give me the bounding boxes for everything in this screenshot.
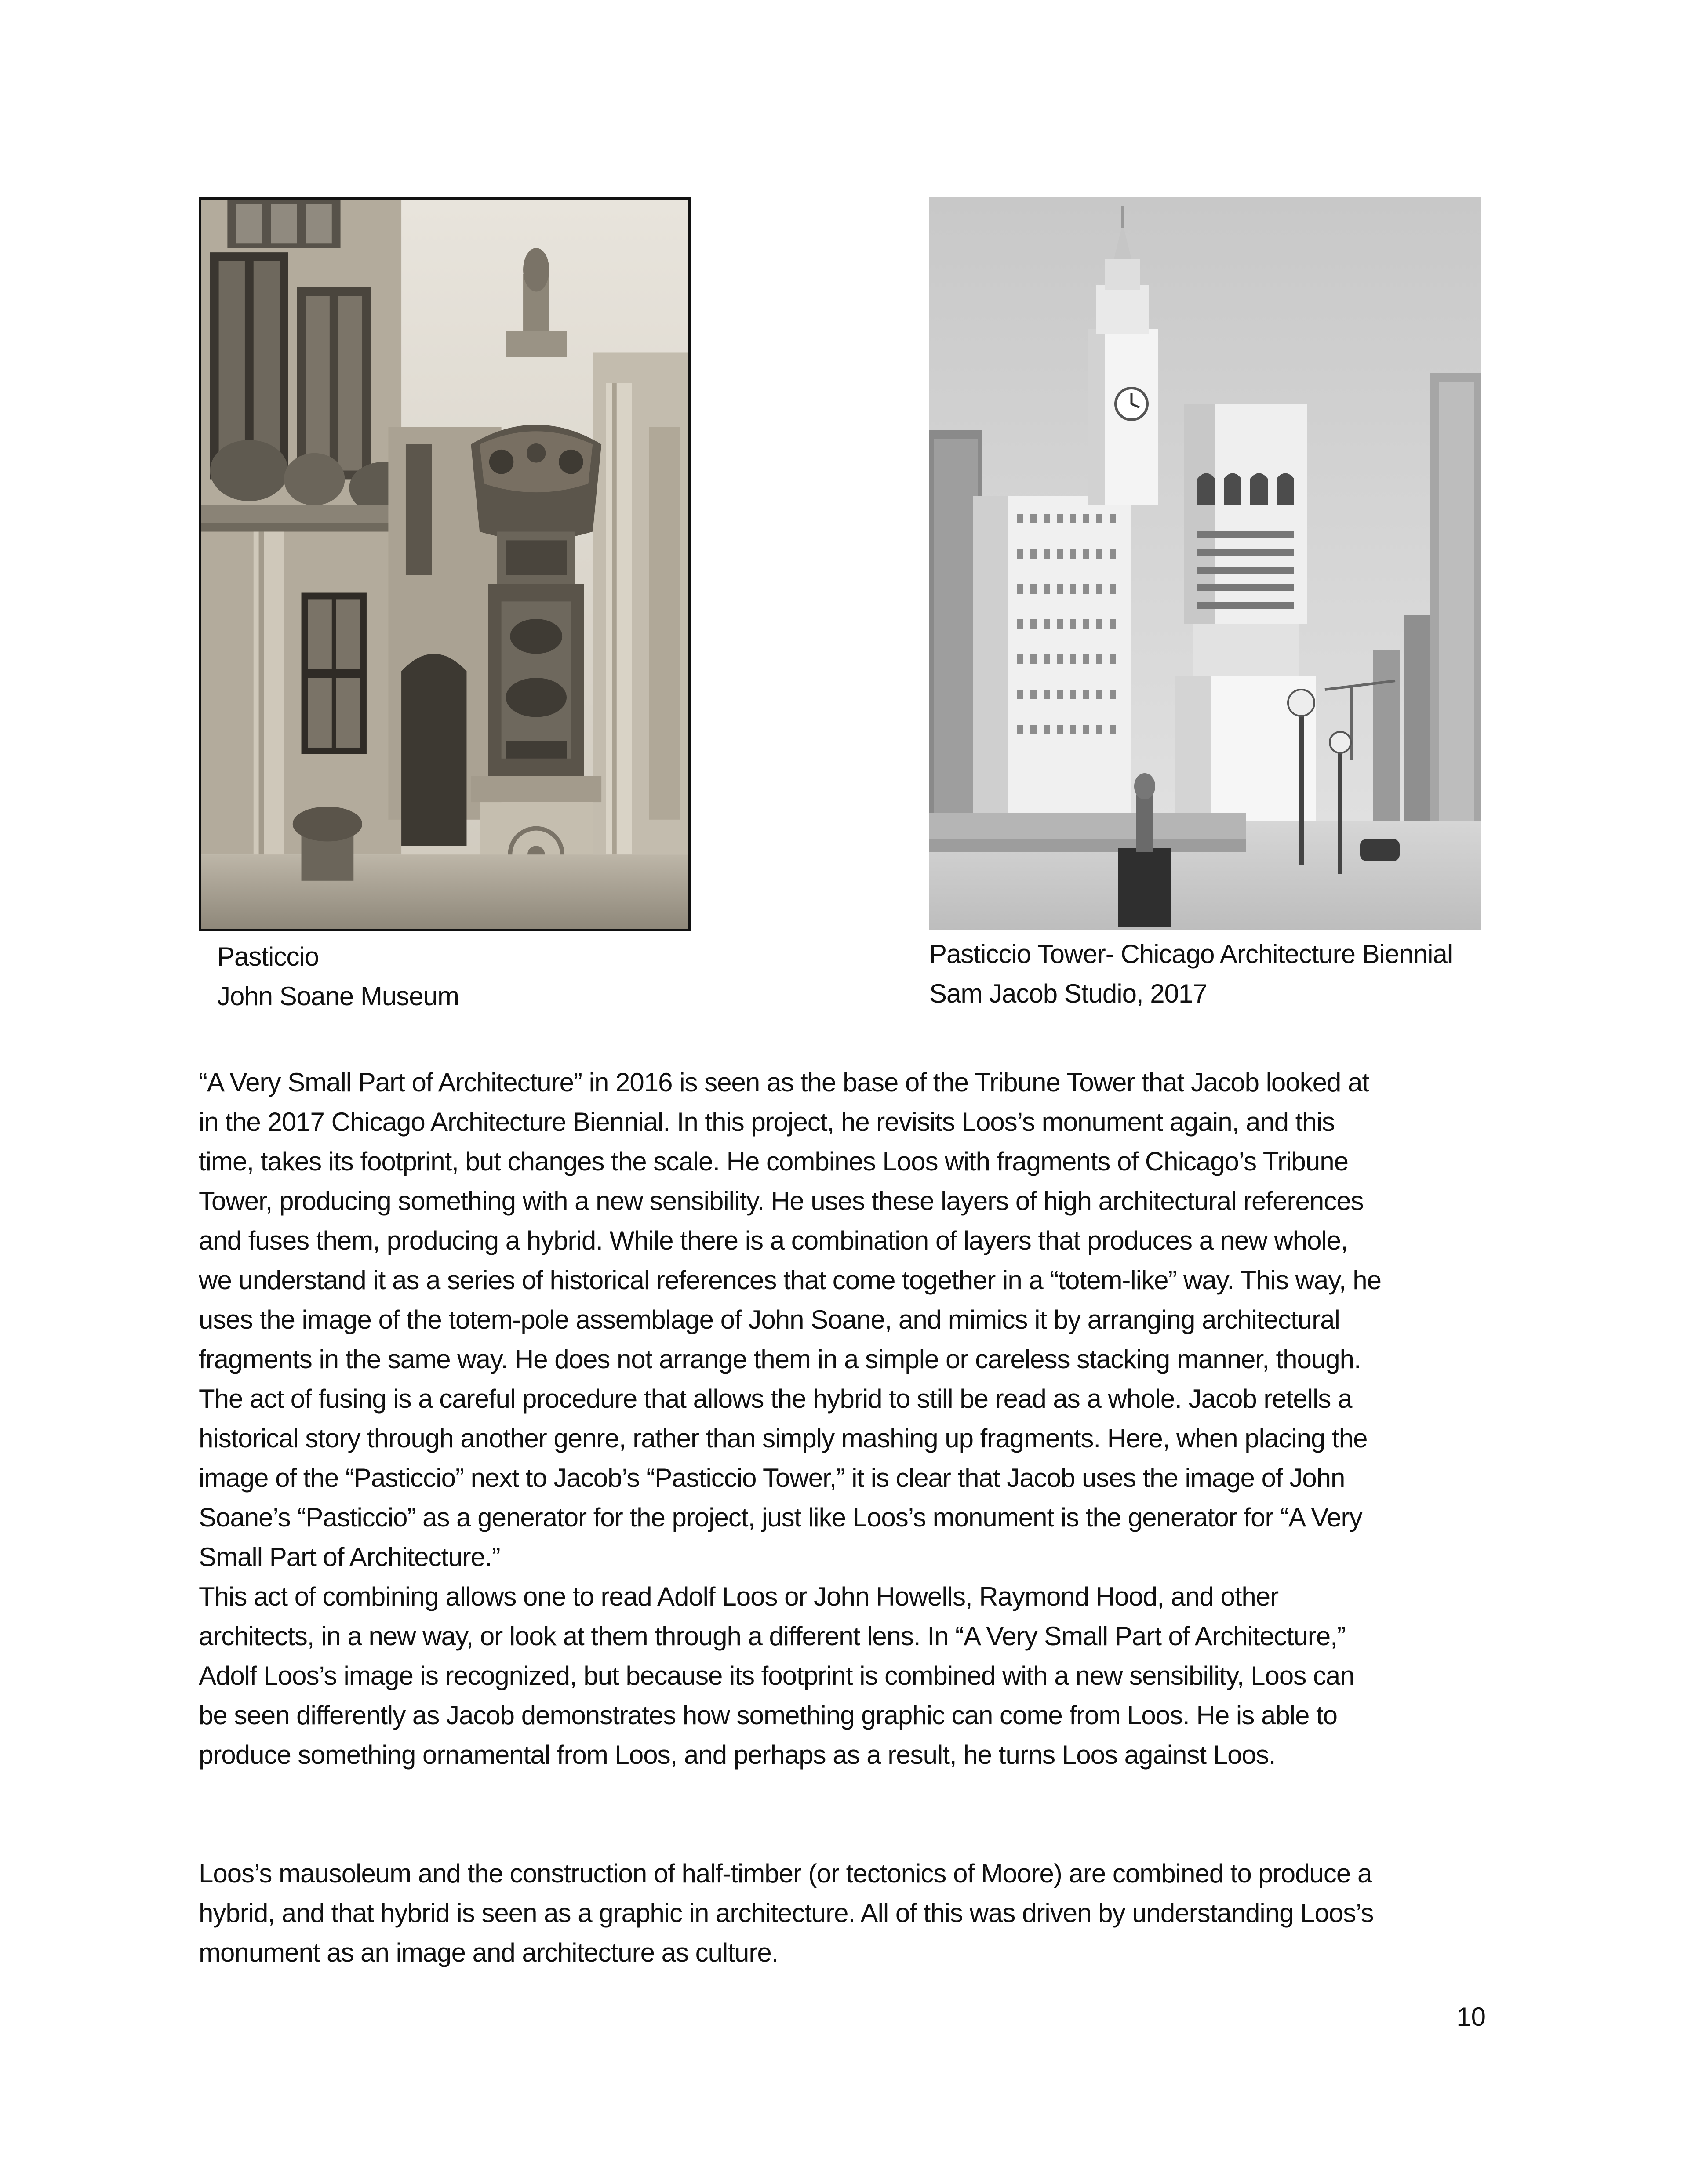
text-line: Tower, producing something with a new sensibility. He uses these layers of high architectural references [199, 1186, 1364, 1216]
caption-title: Pasticcio Tower- Chicago Architecture Biennial [929, 939, 1453, 969]
text-line: historical story through another genre, rather than simply mashing up fragments. Here, when placing the [199, 1424, 1368, 1453]
text-line: we understand it as a series of historical references that come together in a “totem-like” way. This way, he [199, 1265, 1381, 1295]
text-line: This act of combining allows one to read Adolf Loos or John Howells, Raymond Hood, and other [199, 1582, 1279, 1611]
body-paragraph-3 [199, 1854, 1491, 1973]
body-paragraph-1 [199, 1063, 1491, 1577]
text-line: architects, in a new way, or look at them through a different lens. In “A Very Small Part of Architecture,” [199, 1621, 1346, 1651]
pasticcio-tower-photo [929, 197, 1481, 930]
text-line: Small Part of Architecture.” [199, 1542, 500, 1572]
text-line: produce something ornamental from Loos, and perhaps as a result, he turns Loos against Loos. [199, 1740, 1276, 1770]
text-line: and fuses them, producing a hybrid. While there is a combination of layers that produces a new whole, [199, 1226, 1348, 1255]
figure-caption-left [217, 937, 459, 1016]
pasticcio-drawing-image [199, 197, 691, 931]
text-line: monument as an image and architecture as culture. [199, 1938, 779, 1967]
text-line: Adolf Loos’s image is recognized, but because its footprint is combined with a new sensibility, Loos can [199, 1661, 1354, 1690]
caption-title: Pasticcio [217, 942, 319, 971]
caption-source: John Soane Museum [217, 981, 459, 1011]
body-paragraph-2 [199, 1577, 1491, 1775]
page-number: 10 [1456, 2002, 1486, 2031]
text-line: be seen differently as Jacob demonstrates how something graphic can come from Loos. He is able to [199, 1701, 1338, 1730]
figure-caption-right [929, 934, 1452, 1014]
text-line: Loos’s mausoleum and the construction of half-timber (or tectonics of Moore) are combined to produce a [199, 1859, 1372, 1888]
text-line: The act of fusing is a careful procedure that allows the hybrid to still be read as a whole. Jacob retells a [199, 1384, 1352, 1414]
text-line: fragments in the same way. He does not arrange them in a simple or careless stacking manner, though. [199, 1345, 1361, 1374]
text-line: hybrid, and that hybrid is seen as a graphic in architecture. All of this was driven by understanding Loos’s [199, 1898, 1374, 1928]
text-line: “A Very Small Part of Architecture” in 2016 is seen as the base of the Tribune Tower that Jacob looked at [199, 1068, 1369, 1097]
caption-source: Sam Jacob Studio, 2017 [929, 979, 1207, 1008]
text-line: image of the “Pasticcio” next to Jacob’s “Pasticcio Tower,” it is clear that Jacob uses the image of John [199, 1463, 1345, 1493]
text-line: in the 2017 Chicago Architecture Biennial. In this project, he revisits Loos’s monument again, and this [199, 1107, 1335, 1137]
text-line: time, takes its footprint, but changes the scale. He combines Loos with fragments of Chicago’s Tribune [199, 1147, 1348, 1176]
text-line: uses the image of the totem-pole assemblage of John Soane, and mimics it by arranging architectural [199, 1305, 1340, 1334]
text-line: Soane’s “Pasticcio” as a generator for the project, just like Loos’s monument is the generator for “A Very [199, 1503, 1362, 1532]
